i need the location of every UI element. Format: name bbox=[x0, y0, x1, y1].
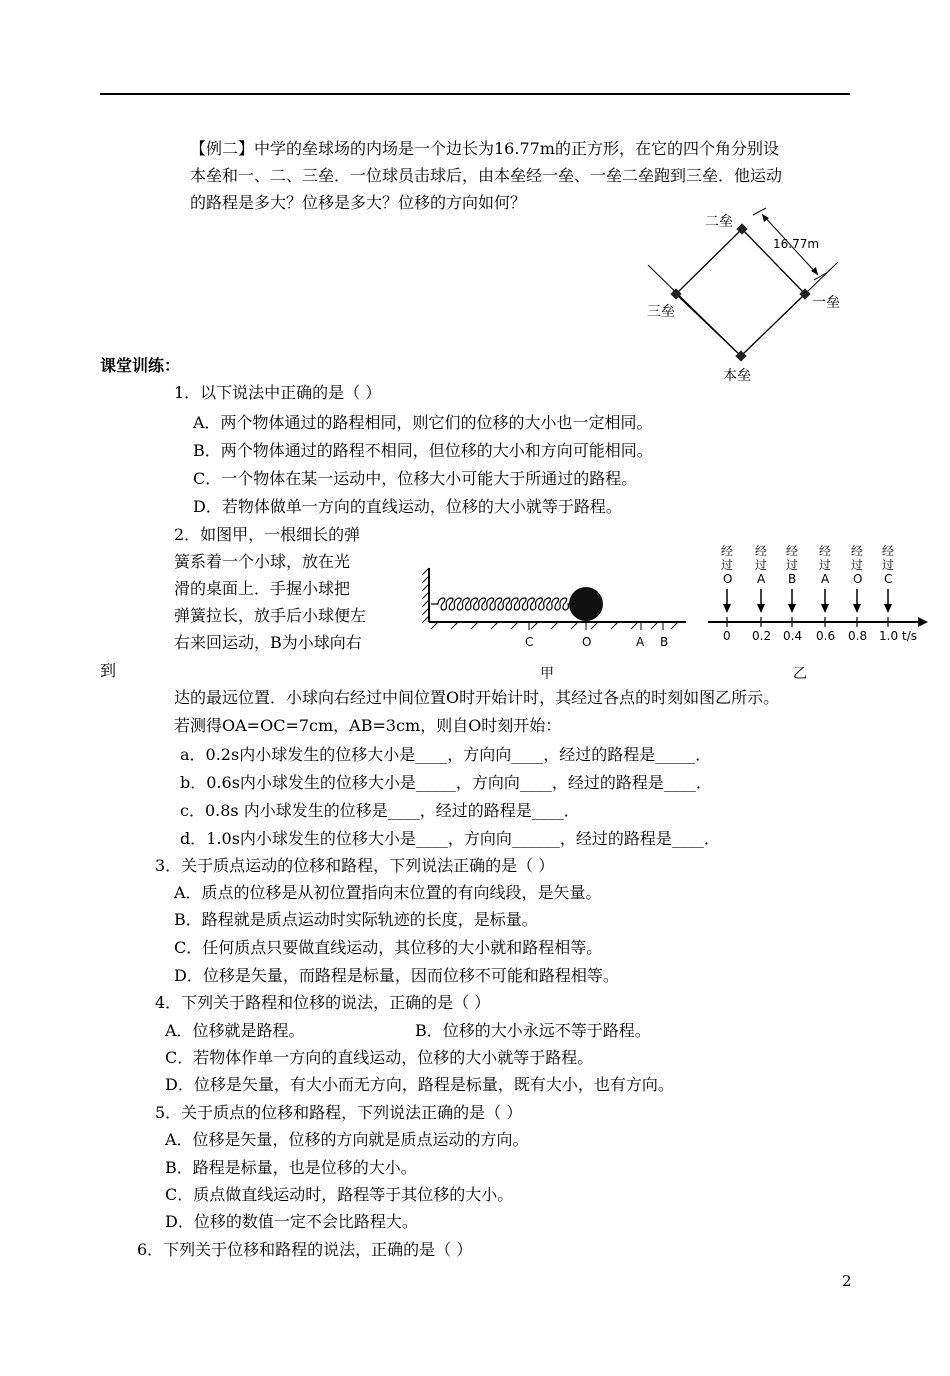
pass-char-2: 过 bbox=[851, 558, 864, 572]
time-axis-arrow bbox=[918, 617, 928, 627]
q3-stem: 3．关于质点运动的位移和路程，下列说法正确的是（ ） bbox=[155, 856, 555, 875]
time-tick-label: 1.0 bbox=[879, 629, 899, 643]
example2-line1: 【例二】中学的垒球场的内场是一个边长为16.77m的正方形，在它的四个角分别设 bbox=[190, 139, 779, 158]
pass-char-2: 过 bbox=[721, 558, 734, 572]
pass-point-label: O bbox=[723, 572, 733, 586]
figure-yi-caption: 乙 bbox=[793, 666, 807, 682]
point-c-label: C bbox=[525, 635, 534, 649]
point-b-label: B bbox=[660, 635, 669, 649]
pass-char-1: 经 bbox=[851, 544, 864, 558]
diamond-side-1-home bbox=[741, 294, 805, 356]
wall-hatching bbox=[422, 568, 429, 623]
q2-line1: 2．如图甲，一根细长的弹 bbox=[174, 525, 361, 544]
third-base-label: 三垒 bbox=[647, 304, 675, 320]
q3-option-b: B．路程就是质点运动时实际轨迹的长度，是标量。 bbox=[174, 910, 538, 929]
pass-point-label: B bbox=[788, 572, 797, 586]
first-base-label: 一垒 bbox=[812, 295, 840, 311]
page-number: 2 bbox=[842, 1272, 852, 1290]
diamond-side-2-3 bbox=[676, 229, 742, 294]
time-tick-label: 0.2 bbox=[752, 629, 772, 643]
q5-stem: 5．关于质点的位移和路程，下列说法正确的是（ ） bbox=[155, 1103, 523, 1122]
q2-part-b: b．0.6s内小球发生的位移大小是_____，方向向____，经过的路程是____． bbox=[180, 773, 712, 792]
timeline-marks bbox=[721, 544, 898, 643]
point-o-label: O bbox=[582, 635, 592, 649]
dimension-tick-top bbox=[753, 208, 766, 215]
point-a-label: A bbox=[636, 635, 645, 649]
q1-option-d: D．若物体做单一方向的直线运动，位移的大小就等于路程。 bbox=[193, 497, 622, 516]
q4-option-c: C．若物体作单一方向的直线运动，位移的大小就等于路程。 bbox=[165, 1048, 594, 1067]
pass-char-2: 过 bbox=[786, 558, 799, 572]
down-arrow-icon bbox=[853, 604, 861, 613]
diamond-side-3-home bbox=[676, 294, 741, 356]
pass-point-label: O bbox=[853, 572, 863, 586]
pass-char-1: 经 bbox=[721, 544, 734, 558]
down-arrow-icon bbox=[884, 604, 892, 613]
down-arrow-icon bbox=[723, 604, 731, 613]
q2-line3: 滑的桌面上．手握小球把 bbox=[174, 579, 351, 598]
example2-line3: 的路程是多大？位移是多大？位移的方向如何？ bbox=[190, 193, 527, 212]
q1-option-a: A．两个物体通过的路程相同，则它们的位移的大小也一定相同。 bbox=[193, 413, 653, 432]
time-tick-label: 0.8 bbox=[848, 629, 868, 643]
pass-char-1: 经 bbox=[755, 544, 768, 558]
down-arrow-icon bbox=[757, 604, 765, 613]
second-base-label: 二垒 bbox=[705, 214, 733, 230]
pass-point-label: A bbox=[821, 572, 830, 586]
q5-option-c: C．质点做直线运动时，路程等于其位移的大小。 bbox=[165, 1185, 514, 1204]
section-title: 课堂训练： bbox=[100, 356, 181, 375]
spring-coil bbox=[431, 598, 569, 610]
q3-option-a: A．质点的位移是从初位置指向末位置的有向线段，是矢量。 bbox=[174, 883, 602, 902]
q4-option-b: B．位移的大小永远不等于路程。 bbox=[415, 1021, 651, 1040]
example2-line2: 本垒和一、二、三垒．一位球员击球后，由本垒经一垒、一垒二垒跑到三垒．他运动 bbox=[190, 166, 783, 185]
down-arrow-icon bbox=[821, 604, 829, 613]
q2-dao: 到 bbox=[100, 661, 117, 680]
pass-char-2: 过 bbox=[819, 558, 832, 572]
header-rule bbox=[100, 93, 850, 95]
pass-point-label: A bbox=[757, 572, 766, 586]
axis-unit-label: t/s bbox=[902, 629, 917, 643]
time-tick-label: 0.6 bbox=[816, 629, 836, 643]
pass-char-1: 经 bbox=[786, 544, 799, 558]
q3-option-d: D．位移是矢量，而路程是标量，因而位移不可能和路程相等。 bbox=[174, 966, 619, 985]
ball bbox=[569, 587, 603, 621]
time-tick-label: 0.4 bbox=[783, 629, 803, 643]
pass-point-label: C bbox=[884, 572, 893, 586]
q5-option-d: D．位移的数值一定不会比路程大。 bbox=[165, 1212, 418, 1231]
pass-char-2: 过 bbox=[755, 558, 768, 572]
q4-option-a: A．位移就是路程。 bbox=[165, 1021, 305, 1040]
q2-part-d: d．1.0s内小球发生的位移大小是____，方向向______，经过的路程是____． bbox=[180, 829, 720, 848]
time-tick-label: 0 bbox=[723, 629, 731, 643]
q4-option-d: D．位移是矢量，有大小而无方向，路程是标量，既有大小，也有方向。 bbox=[165, 1075, 674, 1094]
side-length-label: 16.77m bbox=[773, 237, 820, 251]
q2-line5: 右来回运动，B为小球向右 bbox=[174, 633, 362, 652]
home-base-label: 本垒 bbox=[723, 368, 751, 384]
q2-line6: 达的最远位置．小球向右经过中间位置O时开始计时，其经过各点的时刻如图乙所示。 bbox=[174, 688, 780, 707]
q1-stem: 1．以下说法中正确的是（ ） bbox=[174, 383, 382, 402]
q4-stem: 4．下列关于路程和位移的说法，正确的是（ ） bbox=[155, 993, 491, 1012]
q2-line4: 弹簧拉长，放手后小球便左 bbox=[174, 606, 367, 625]
q1-option-b: B．两个物体通过的路程不相同，但位移的大小和方向可能相同。 bbox=[193, 441, 653, 460]
q5-option-b: B．路程是标量，也是位移的大小。 bbox=[165, 1158, 417, 1177]
figure-jia-caption: 甲 bbox=[540, 666, 554, 682]
figure-yi-timeline bbox=[700, 540, 935, 685]
down-arrow-icon bbox=[788, 604, 796, 613]
q1-option-c: C．一个物体在某一运动中，位移大小可能大于所通过的路程。 bbox=[193, 469, 638, 488]
pass-char-1: 经 bbox=[819, 544, 832, 558]
pass-char-2: 过 bbox=[882, 558, 895, 572]
baseball-diamond-diagram bbox=[640, 200, 850, 390]
q2-line7: 若测得OA=OC=7cm，AB=3cm，则自O时刻开始： bbox=[174, 716, 562, 735]
q2-part-a: a．0.2s内小球发生的位移大小是____，方向向____，经过的路程是_____． bbox=[180, 745, 712, 764]
position-ticks bbox=[529, 622, 663, 630]
q2-line2: 簧系着一个小球，放在光 bbox=[174, 552, 351, 571]
q2-part-c: c．0.8s 内小球发生的位移是____，经过的路程是____． bbox=[180, 801, 580, 820]
q6-stem: 6．下列关于位移和路程的说法，正确的是（ ） bbox=[137, 1240, 473, 1259]
pass-char-1: 经 bbox=[882, 544, 895, 558]
figure-jia-spring-ball bbox=[420, 560, 690, 685]
q5-option-a: A．位移是矢量，位移的方向就是质点运动的方向。 bbox=[165, 1130, 529, 1149]
q3-option-c: C．任何质点只要做直线运动，其位移的大小就和路程相等。 bbox=[174, 938, 603, 957]
